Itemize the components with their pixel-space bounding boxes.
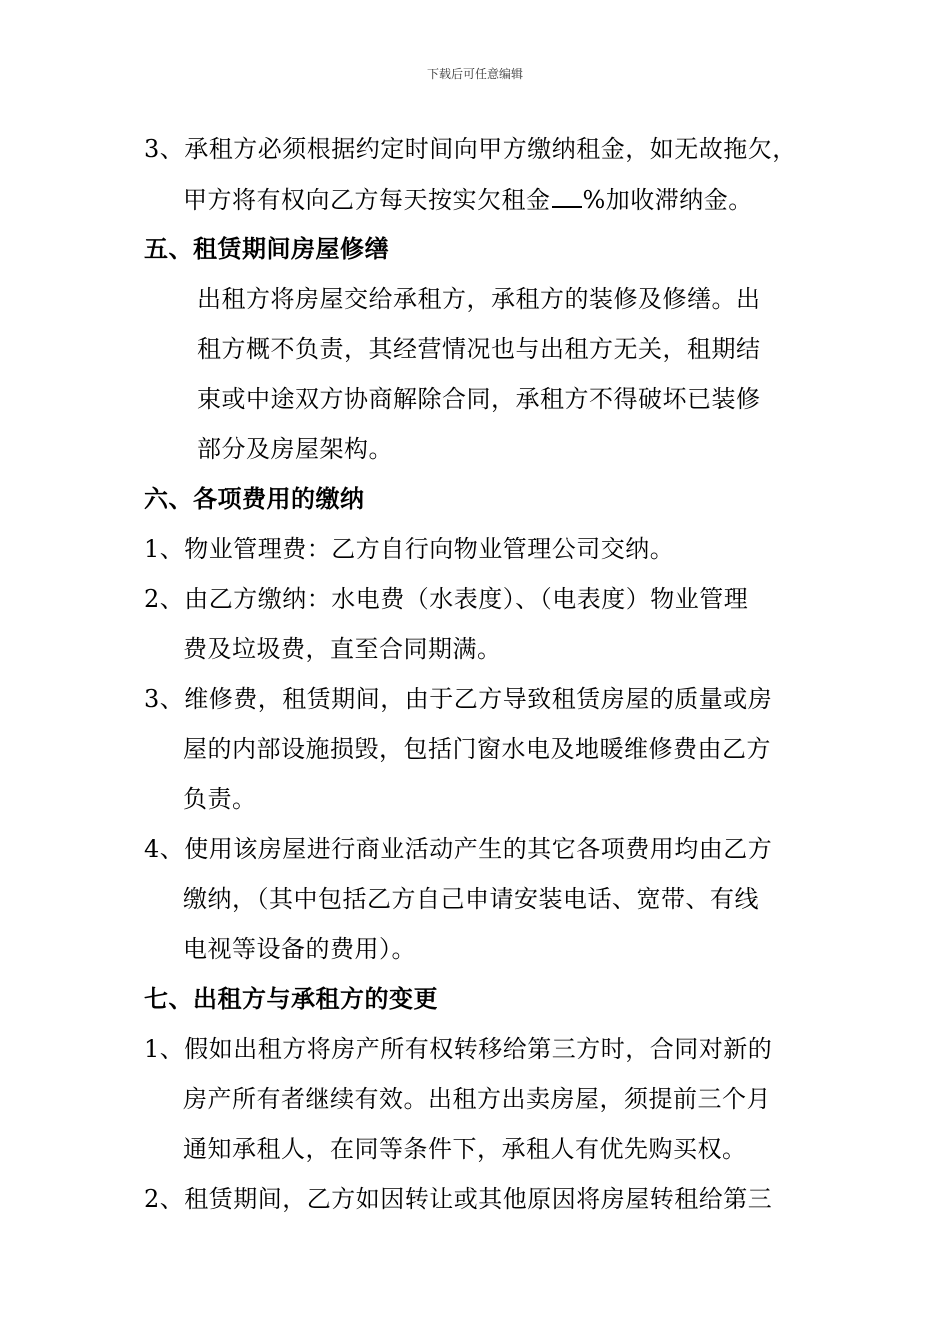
clause-5-3-text-b: %加收滞纳金。 <box>582 186 753 214</box>
section-5-para-line-3: 束或中途双方协商解除合同，承租方不得破坏已装修 <box>197 385 761 413</box>
section-5-para-line-4: 部分及房屋架构。 <box>197 435 393 463</box>
clause-6-4-line-1: 4、使用该房屋进行商业活动产生的其它各项费用均由乙方 <box>144 835 773 863</box>
clause-6-3-line-2: 屋的内部设施损毁，包括门窗水电及地暖维修费由乙方 <box>183 735 771 763</box>
clause-7-1-line-3: 通知承租人，在同等条件下，承租人有优先购买权。 <box>183 1135 747 1163</box>
section-heading-6: 六、各项费用的缴纳 <box>144 484 365 513</box>
clause-7-1-line-1: 1、假如出租方将房产所有权转移给第三方时，合同对新的 <box>144 1035 773 1063</box>
clause-7-1-line-2: 房产所有者继续有效。出租方出卖房屋，须提前三个月 <box>183 1085 771 1113</box>
clause-6-3-line-1: 3、维修费，租赁期间，由于乙方导致租赁房屋的质量或房 <box>144 685 773 713</box>
section-5-para-line-2: 租方概不负责，其经营情况也与出租方无关，租期结 <box>197 335 761 363</box>
clause-6-2-line-1: 2、由乙方缴纳：水电费（水表度）、（电表度）物业管理 <box>144 585 749 613</box>
clause-7-2-line-1: 2、租赁期间，乙方如因转让或其他原因将房屋转租给第三 <box>144 1185 773 1213</box>
section-5-para-line-1: 出租方将房屋交给承租方，承租方的装修及修缮。出 <box>197 285 761 313</box>
clause-5-3-line-2 <box>183 184 753 215</box>
clause-6-2-line-2: 费及垃圾费，直至合同期满。 <box>183 635 502 663</box>
clause-5-3-text-a: 甲方将有权向乙方每天按实欠租金 <box>183 186 551 214</box>
section-heading-5: 五、租赁期间房屋修缮 <box>144 234 389 263</box>
header-note: 下载后可任意编辑 <box>426 67 523 81</box>
fill-in-blank <box>552 184 582 208</box>
clause-6-4-line-3: 电视等设备的费用）。 <box>183 935 416 963</box>
clause-6-4-line-2: 缴纳，（其中包括乙方自己申请安装电话、宽带、有线 <box>183 885 759 913</box>
clause-6-3-line-3: 负责。 <box>183 785 257 813</box>
section-heading-7: 七、出租方与承租方的变更 <box>144 984 438 1013</box>
clause-5-3-line-1: 3、承租方必须根据约定时间向甲方缴纳租金，如无故拖欠， <box>144 135 797 163</box>
clause-6-1-line-1: 1、物业管理费：乙方自行向物业管理公司交纳。 <box>144 535 675 563</box>
